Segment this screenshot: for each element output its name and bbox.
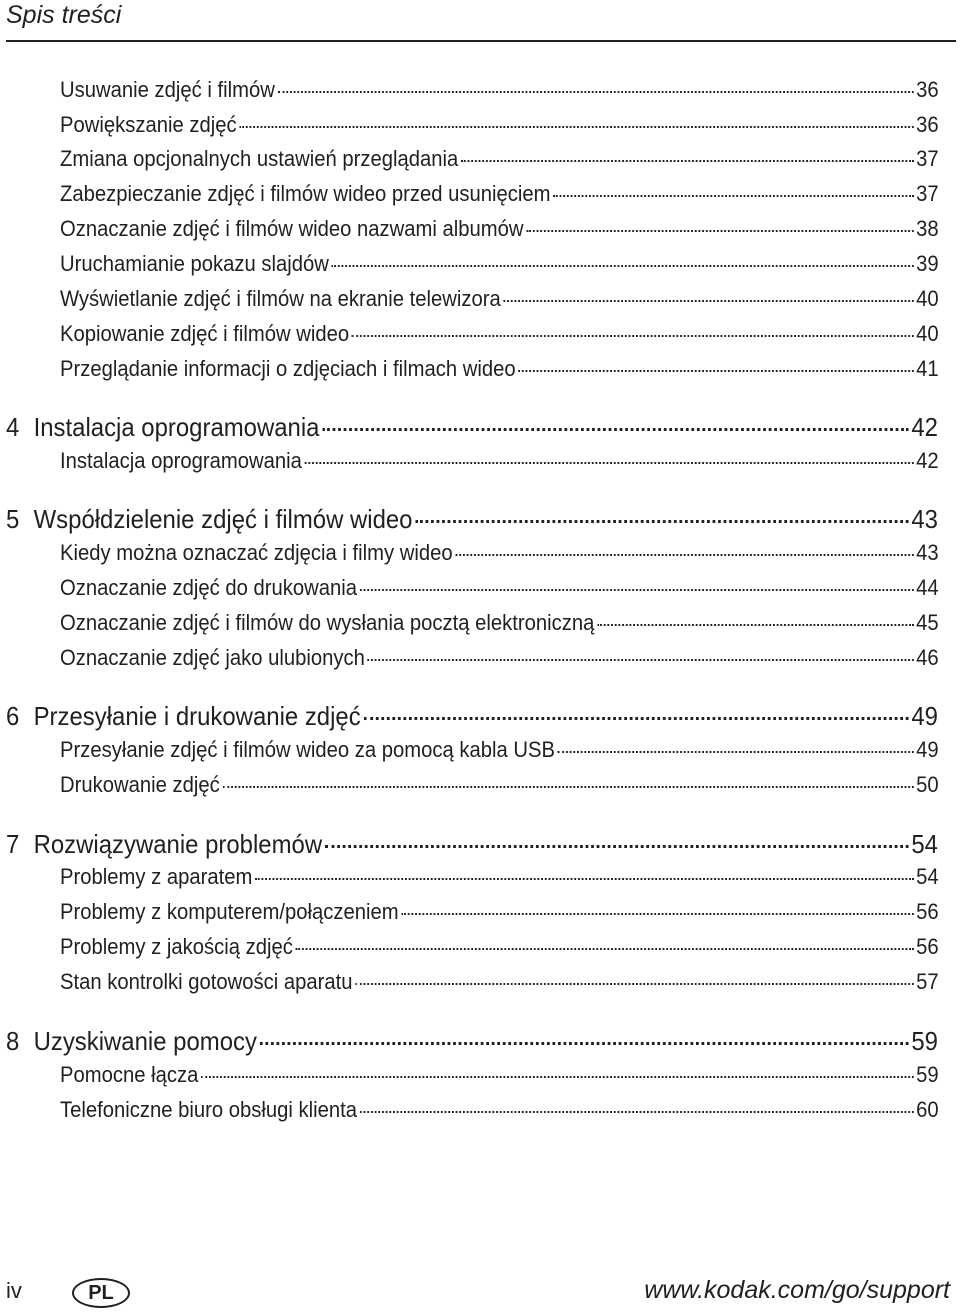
dot-leader bbox=[260, 1026, 909, 1045]
toc-entry[interactable] bbox=[60, 772, 939, 798]
dot-leader bbox=[352, 321, 913, 337]
toc-chapter-title: Instalacja oprogramowania bbox=[33, 412, 320, 442]
dot-leader bbox=[504, 286, 914, 302]
toc-chapter-page: 49 bbox=[911, 701, 938, 731]
toc-entry-title: Wyświetlanie zdjęć i filmów na ekranie telewizora bbox=[60, 286, 501, 311]
toc-entry-page: 36 bbox=[916, 77, 939, 102]
toc-entry-page: 37 bbox=[916, 181, 939, 206]
dot-leader bbox=[332, 251, 914, 267]
toc-entry[interactable] bbox=[60, 321, 939, 347]
toc-chapter[interactable] bbox=[6, 1026, 938, 1057]
toc-entry[interactable] bbox=[60, 286, 939, 312]
toc-entry-page: 40 bbox=[916, 321, 939, 346]
dot-leader bbox=[461, 146, 913, 162]
toc-entry-page: 39 bbox=[916, 251, 939, 276]
toc-entry-page: 56 bbox=[916, 934, 939, 959]
toc-chapter-page: 42 bbox=[911, 412, 938, 442]
toc-entry[interactable] bbox=[60, 645, 939, 671]
dot-leader bbox=[201, 1062, 913, 1078]
toc-chapter-page: 59 bbox=[911, 1026, 938, 1056]
dot-leader bbox=[360, 1097, 914, 1113]
toc-entry-title: Kiedy można oznaczać zdjęcia i filmy wideo bbox=[60, 540, 453, 565]
toc-entry-title: Powiększanie zdjęć bbox=[60, 112, 237, 137]
language-badge-label: PL bbox=[88, 1281, 114, 1304]
toc-chapter-title: Współdzielenie zdjęć i filmów wideo bbox=[33, 504, 413, 534]
toc-entry[interactable] bbox=[60, 251, 939, 277]
toc-entry-title: Oznaczanie zdjęć jako ulubionych bbox=[60, 645, 365, 670]
toc-chapter-title: Uzyskiwanie pomocy bbox=[33, 1026, 257, 1056]
dot-leader bbox=[255, 864, 913, 880]
toc-chapter-title: Przesyłanie i drukowanie zdjęć bbox=[33, 701, 361, 731]
toc-entry-title: Usuwanie zdjęć i filmów bbox=[60, 77, 275, 102]
toc-entry-title: Problemy z komputerem/połączeniem bbox=[60, 899, 399, 924]
toc-entry[interactable] bbox=[60, 575, 939, 601]
dot-leader bbox=[278, 77, 914, 93]
toc-chapter-page: 43 bbox=[911, 504, 938, 534]
toc-entry-title: Drukowanie zdjęć bbox=[60, 772, 220, 797]
dot-leader bbox=[553, 181, 913, 197]
dot-leader bbox=[355, 969, 913, 985]
toc-entry-page: 37 bbox=[916, 146, 939, 171]
dot-leader bbox=[518, 356, 913, 372]
dot-leader bbox=[322, 412, 908, 431]
toc-entry[interactable] bbox=[60, 112, 939, 138]
toc-entry-title: Instalacja oprogramowania bbox=[60, 448, 302, 473]
toc-entry-page: 43 bbox=[916, 540, 939, 565]
toc-entry-page: 59 bbox=[916, 1062, 939, 1087]
toc-entry-title: Oznaczanie zdjęć do drukowania bbox=[60, 575, 358, 600]
toc-chapter-number: 8 bbox=[6, 1026, 20, 1056]
toc-chapter[interactable] bbox=[6, 829, 938, 860]
toc-entry-title: Problemy z jakością zdjęć bbox=[60, 934, 293, 959]
dot-leader bbox=[363, 701, 908, 720]
toc-entry-page: 60 bbox=[916, 1097, 939, 1122]
page-header bbox=[6, 0, 956, 42]
toc-entry-page: 46 bbox=[916, 645, 939, 670]
toc-entry[interactable] bbox=[60, 216, 939, 242]
toc-chapter-number: 6 bbox=[6, 701, 20, 731]
toc-entry[interactable] bbox=[60, 77, 939, 103]
dot-leader bbox=[368, 645, 914, 661]
dot-leader bbox=[597, 610, 913, 626]
dot-leader bbox=[223, 772, 914, 788]
toc-entry[interactable] bbox=[60, 864, 939, 890]
toc-entry[interactable] bbox=[60, 934, 939, 960]
toc-entry-title: Stan kontrolki gotowości aparatu bbox=[60, 969, 353, 994]
toc-entry[interactable] bbox=[60, 181, 939, 207]
toc-entry[interactable] bbox=[60, 448, 939, 474]
toc-chapter-number: 4 bbox=[6, 412, 20, 442]
toc-entry-title: Pomocne łącza bbox=[60, 1062, 199, 1087]
toc-entry-title: Kopiowanie zdjęć i filmów wideo bbox=[60, 321, 350, 346]
toc-chapter-number: 7 bbox=[6, 829, 20, 859]
toc-entry-title: Oznaczanie zdjęć i filmów wideo nazwami albumów bbox=[60, 216, 524, 241]
dot-leader bbox=[455, 540, 913, 556]
toc-entry[interactable] bbox=[60, 610, 939, 636]
footer-support-url[interactable]: www.kodak.com/go/support bbox=[644, 1276, 950, 1304]
toc-chapter[interactable] bbox=[6, 412, 938, 443]
toc-entry[interactable] bbox=[60, 540, 939, 566]
toc-entry-page: 56 bbox=[916, 899, 939, 924]
dot-leader bbox=[558, 737, 914, 753]
toc-entry-page: 36 bbox=[916, 112, 939, 137]
toc-entry-title: Zabezpieczanie zdjęć i filmów wideo przed usunięciem bbox=[60, 181, 551, 206]
toc-entry-page: 41 bbox=[916, 356, 939, 381]
toc-entry-page: 45 bbox=[916, 610, 939, 635]
toc-entry[interactable] bbox=[60, 969, 939, 995]
toc-chapter-number: 5 bbox=[6, 504, 20, 534]
toc-entry-title: Uruchamianie pokazu slajdów bbox=[60, 251, 329, 276]
toc-chapter-page: 54 bbox=[911, 829, 938, 859]
toc-entry-title: Oznaczanie zdjęć i filmów do wysłania pocztą elektroniczną bbox=[60, 610, 595, 635]
toc-entry-page: 40 bbox=[916, 286, 939, 311]
toc-entry[interactable] bbox=[60, 1062, 939, 1088]
toc-entry-title: Telefoniczne biuro obsługi klienta bbox=[60, 1097, 358, 1122]
toc-chapter[interactable] bbox=[6, 701, 938, 732]
toc-entry[interactable] bbox=[60, 146, 939, 172]
toc-entry-page: 38 bbox=[916, 216, 939, 241]
dot-leader bbox=[526, 216, 913, 232]
page-title: Spis treści bbox=[6, 1, 122, 29]
toc-entry-title: Przeglądanie informacji o zdjęciach i filmach wideo bbox=[60, 356, 516, 381]
toc-entry[interactable] bbox=[60, 899, 939, 925]
dot-leader bbox=[360, 575, 914, 591]
dot-leader bbox=[305, 448, 914, 464]
language-badge bbox=[72, 1278, 130, 1308]
toc-entry-page: 57 bbox=[916, 969, 939, 994]
dot-leader bbox=[325, 829, 909, 848]
toc-entry[interactable] bbox=[60, 1097, 939, 1123]
dot-leader bbox=[401, 899, 913, 915]
dot-leader bbox=[296, 934, 914, 950]
toc-entry-page: 54 bbox=[916, 864, 939, 889]
toc-entry[interactable] bbox=[60, 356, 939, 382]
toc-chapter-title: Rozwiązywanie problemów bbox=[33, 829, 323, 859]
footer-page-number: iv bbox=[6, 1278, 22, 1303]
toc-entry-page: 49 bbox=[916, 737, 939, 762]
toc-entry-page: 50 bbox=[916, 772, 939, 797]
dot-leader bbox=[239, 112, 913, 128]
dot-leader bbox=[415, 504, 908, 523]
toc-entry-title: Przesyłanie zdjęć i filmów wideo za pomocą kabla USB bbox=[60, 737, 555, 762]
toc-entry-title: Problemy z aparatem bbox=[60, 864, 253, 889]
toc-entry-title: Zmiana opcjonalnych ustawień przeglądania bbox=[60, 146, 459, 171]
toc-entry[interactable] bbox=[60, 737, 939, 763]
toc-chapter[interactable] bbox=[6, 504, 938, 535]
toc-entry-page: 44 bbox=[916, 575, 939, 600]
toc-entry-page: 42 bbox=[916, 448, 939, 473]
